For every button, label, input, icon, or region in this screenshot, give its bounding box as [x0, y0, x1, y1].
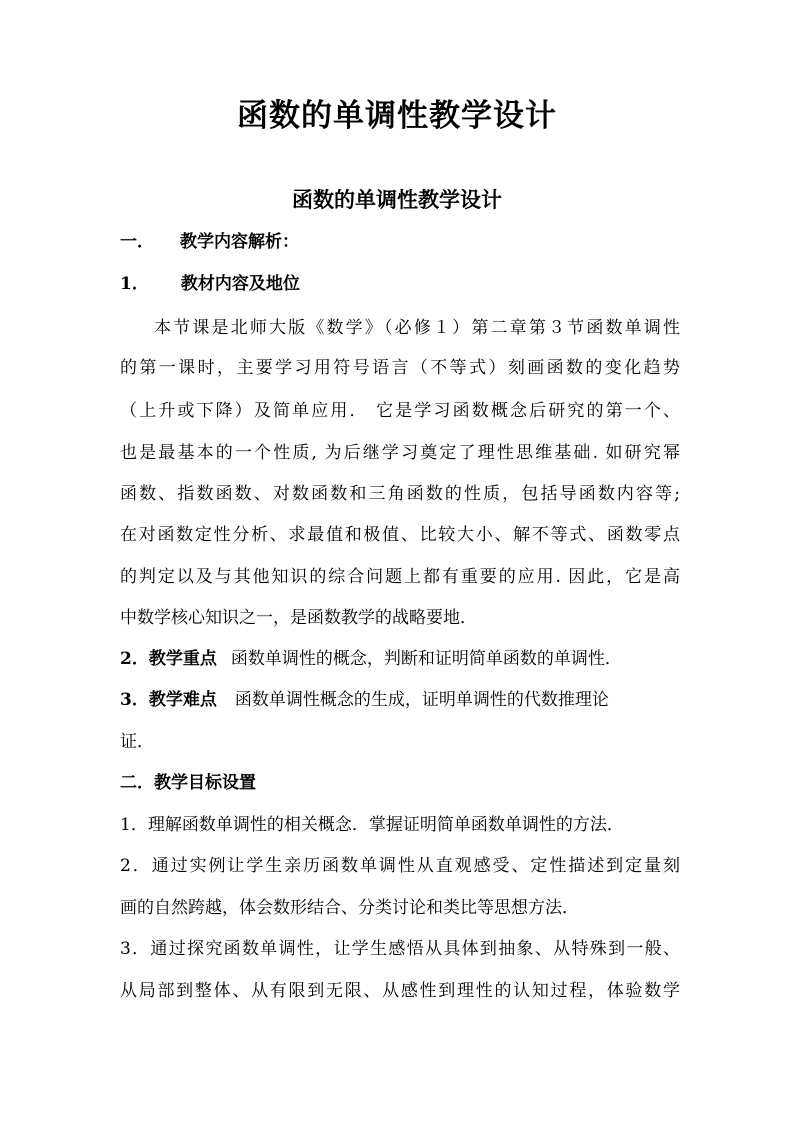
paragraph-1-line-4: 也是最基本的一个性质, 为后继学习奠定了理性思维基础. 如研究幂 — [120, 443, 680, 463]
paragraph-1-line-7: 的判定以及与其他知识的综合问题上都有重要的应用. 因此，它是高 — [120, 567, 680, 587]
section-heading-1 — [120, 230, 680, 254]
item-heading-1-text: 教材内容及地位 — [180, 274, 300, 294]
goal-line-1: 1．理解函数单调性的相关概念．掌握证明简单函数单调性的方法． — [120, 815, 624, 835]
paragraph-1-line-8: 中数学核心知识之一，是函数教学的战略要地． — [120, 608, 477, 628]
document-subtitle: 函数的单调性教学设计 — [292, 187, 502, 212]
item-3-text-line-2: 证． — [120, 732, 154, 752]
paragraph-1-line-1: 本节课是北师大版《数学》（必修１）第二章第３节函数单调性 — [154, 318, 680, 338]
paragraph-1-line-2: 的第一课时，主要学习用符号语言（不等式）刻画函数的变化趋势 — [120, 358, 680, 378]
paragraph-1-line-5: 函数、指数函数、对数函数和三角函数的性质，包括导函数内容等; — [120, 484, 680, 504]
goal-line-2: 2．通过实例让学生亲历函数单调性从直观感受、定性描述到定量刻 — [120, 856, 680, 876]
item-3-label: 3．教学难点 — [120, 690, 217, 710]
section-heading-1-text: 教学内容解析： — [180, 232, 299, 252]
section-heading-2: 二．教学目标设置 — [120, 773, 256, 793]
item-2 — [120, 647, 680, 671]
item-heading-1 — [120, 272, 680, 296]
paragraph-1-line-3: （上升或下降）及简单应用． 它是学习函数概念后研究的第一个、 — [120, 401, 680, 421]
paragraph-1-line-6: 在对函数定性分析、求最值和极值、比较大小、解不等式、函数零点 — [120, 525, 680, 545]
goal-line-3: 画的自然跨越，体会数形结合、分类讨论和类比等思想方法． — [120, 898, 579, 918]
section-heading-1-number: 一． — [120, 232, 154, 252]
item-2-label: 2．教学重点 — [120, 649, 217, 669]
item-3 — [120, 688, 680, 712]
item-2-text: 函数单调性的概念，判断和证明简单函数的单调性． — [230, 649, 622, 669]
goal-line-5: 从局部到整体、从有限到无限、从感性到理性的认知过程，体验数学 — [120, 981, 680, 1001]
item-3-text-line-1: 函数单调性概念的生成，证明单调性的代数推理论 — [234, 690, 609, 710]
goal-line-4: 3．通过探究函数单调性，让学生感悟从具体到抽象、从特殊到一般、 — [120, 939, 680, 959]
document-title: 函数的单调性教学设计 — [237, 98, 557, 134]
item-heading-1-number: 1． — [120, 274, 149, 294]
